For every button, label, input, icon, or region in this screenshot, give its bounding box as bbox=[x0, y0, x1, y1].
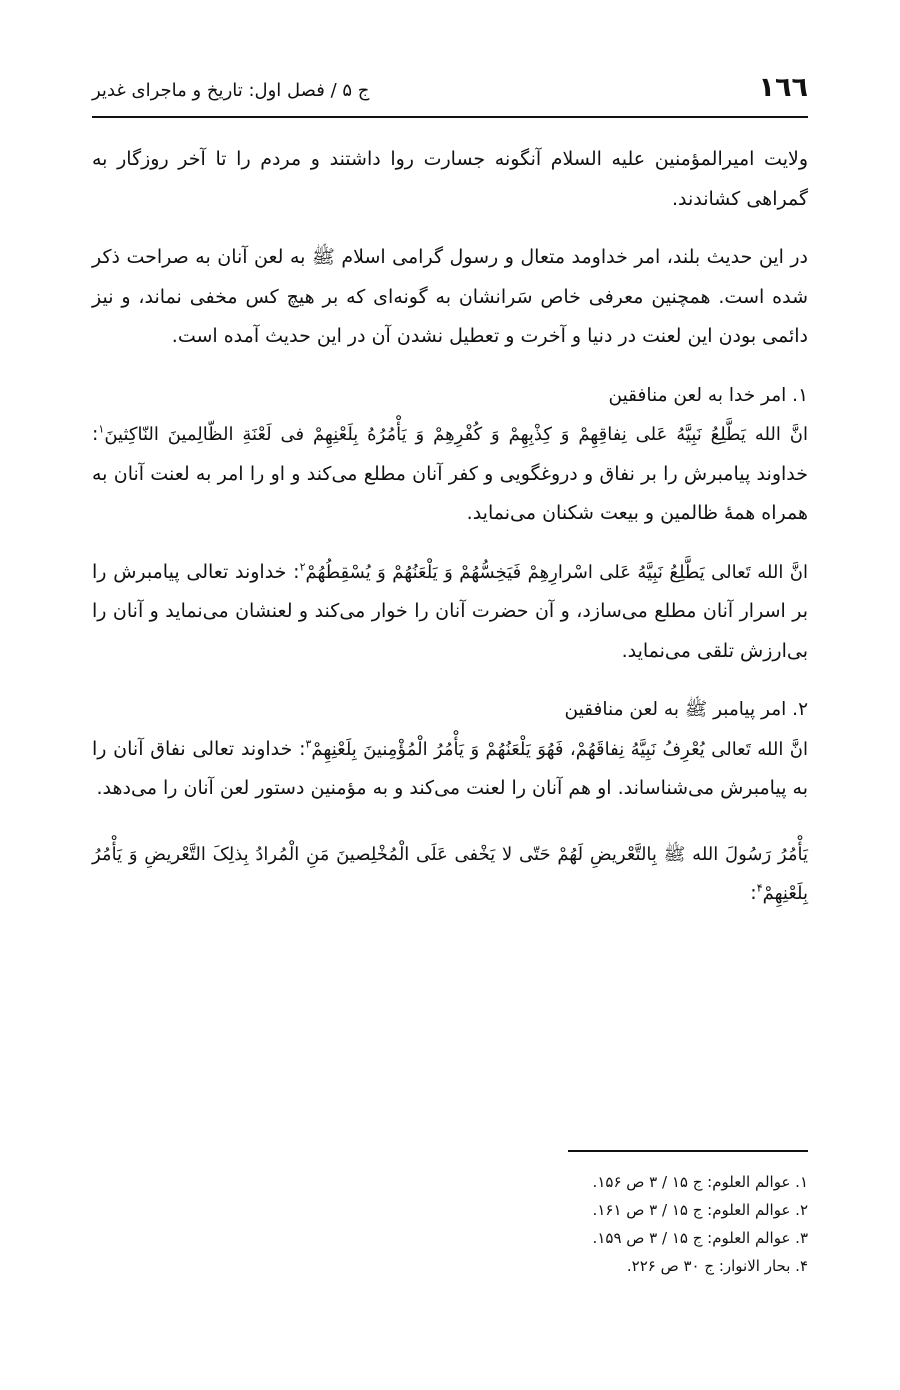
paragraph-2: در این حدیث بلند، امر خداومد متعال و رسول گرامی اسلام ﷺ به لعن آنان به صراحت ذکر شده است. همچنین معرفی خاص سَرانشان به گونه‌ای که بر هیچ کس مخفی نماند، و نیز دائمی بودن این لعنت در دنیا و آخرت و تعطیل نشدن آن در این حدیث آمده است. bbox=[92, 246, 808, 347]
footnote-3: ٣. عوالم العلوم: ج ١۵ / ٣ ص ١۵٩. bbox=[592, 1229, 808, 1247]
running-head: ج ۵ / فصل اول: تاریخ و ماجرای غدیر bbox=[92, 80, 370, 101]
arabic-quote-1: انَّ الله یَطَّلِعُ نَبِیَّهُ عَلی نِفاقِهِمْ وَ کِذْبِهِمْ وَ کُفْرِهِمْ وَ یَأْمُرُهُ بِلَعْنِهِمْ فی لَعْنَةِ الظّالِمینَ النّاکِثینَ bbox=[104, 424, 808, 445]
section-heading-2: ٢. امر پیامبر ﷺ به لعن منافقین bbox=[564, 699, 808, 720]
body-text bbox=[92, 140, 808, 914]
page-number: ١٦٦ bbox=[758, 72, 808, 103]
arabic-quote-2: انَّ الله تَعالی یَطَّلِعُ نَبِیَّهُ عَلی اسْرارِهِمْ فَیَخِسُّهُمْ وَ یَلْعَنُهُمْ وَ یُسْقِطُهُمْ bbox=[305, 561, 808, 583]
footnote-ref-1: ١ bbox=[98, 422, 105, 436]
paragraph-5 bbox=[92, 730, 808, 809]
footnote-divider bbox=[568, 1150, 808, 1152]
arabic-quote-4: یَأْمُرُ رَسُولَ الله ﷺ بِالتَّعْریضِ لَهُمْ حَتّی لا یَخْفی عَلَی الْمُخْلِصینَ مَنِ الْمُرادُ بِذلِکَ التَّعْریضِ وَ یَأْمُرُ بِلَعْنِهِمْ bbox=[92, 843, 808, 904]
footnote-4: ۴. بحار الانوار: ج ٣٠ ص ٢٢۶. bbox=[626, 1257, 808, 1275]
page-header bbox=[92, 68, 808, 118]
footnote-ref-3: ٣ bbox=[305, 737, 312, 751]
arabic-quote-3: انَّ الله تَعالی یُعْرِفُ نَبِیَّهُ نِفاقَهُمْ، فَهُوَ یَلْعَنُهُمْ وَ یَأْمُرُ الْمُؤْمِنینَ بِلَعْنِهِمْ bbox=[311, 738, 808, 760]
translation-1: : خداوند پیامبرش را بر نفاق و دروغگویی و کفر آنان مطلع می‌کند و او را امر به لعنت آنان به همراه همهٔ ظالمین و بیعت شکنان می‌نماید. bbox=[92, 423, 808, 524]
footnote-2: ٢. عوالم العلوم: ج ١۵ / ٣ ص ١۶١. bbox=[592, 1201, 808, 1219]
footnotes bbox=[408, 1168, 808, 1280]
paragraph-3 bbox=[92, 415, 808, 534]
translation-3: : خداوند تعالی نفاق آنان را به پیامبرش می‌شناساند. او هم آنان را لعنت می‌کند و به مؤمنین دستور لعن آنان را می‌دهد. bbox=[92, 737, 808, 799]
translation-2: : خداوند تعالی پیامبرش را بر اسرار آنان مطلع می‌سازد، و آن حضرت آنان را خوار می‌کند و لعنشان می‌نماید و آنان را بی‌ارزش تلقی می‌نماید. bbox=[92, 560, 808, 662]
paragraph-1: ولایت امیرالمؤمنین علیه السلام آنگونه جسارت روا داشتند و مردم را تا آخر روزگار به گمراهی کشاندند. bbox=[92, 148, 808, 210]
footnote-1: ١. عوالم العلوم: ج ١۵ / ٣ ص ١۵۶. bbox=[592, 1173, 808, 1191]
paragraph-6-end: : bbox=[750, 882, 757, 904]
footnote-ref-4: ۴ bbox=[756, 881, 763, 895]
paragraph-6 bbox=[92, 835, 808, 914]
paragraph-4 bbox=[92, 553, 808, 672]
section-heading-1: ١. امر خدا به لعن منافقین bbox=[608, 384, 808, 406]
footnote-ref-2: ٢ bbox=[299, 560, 306, 574]
